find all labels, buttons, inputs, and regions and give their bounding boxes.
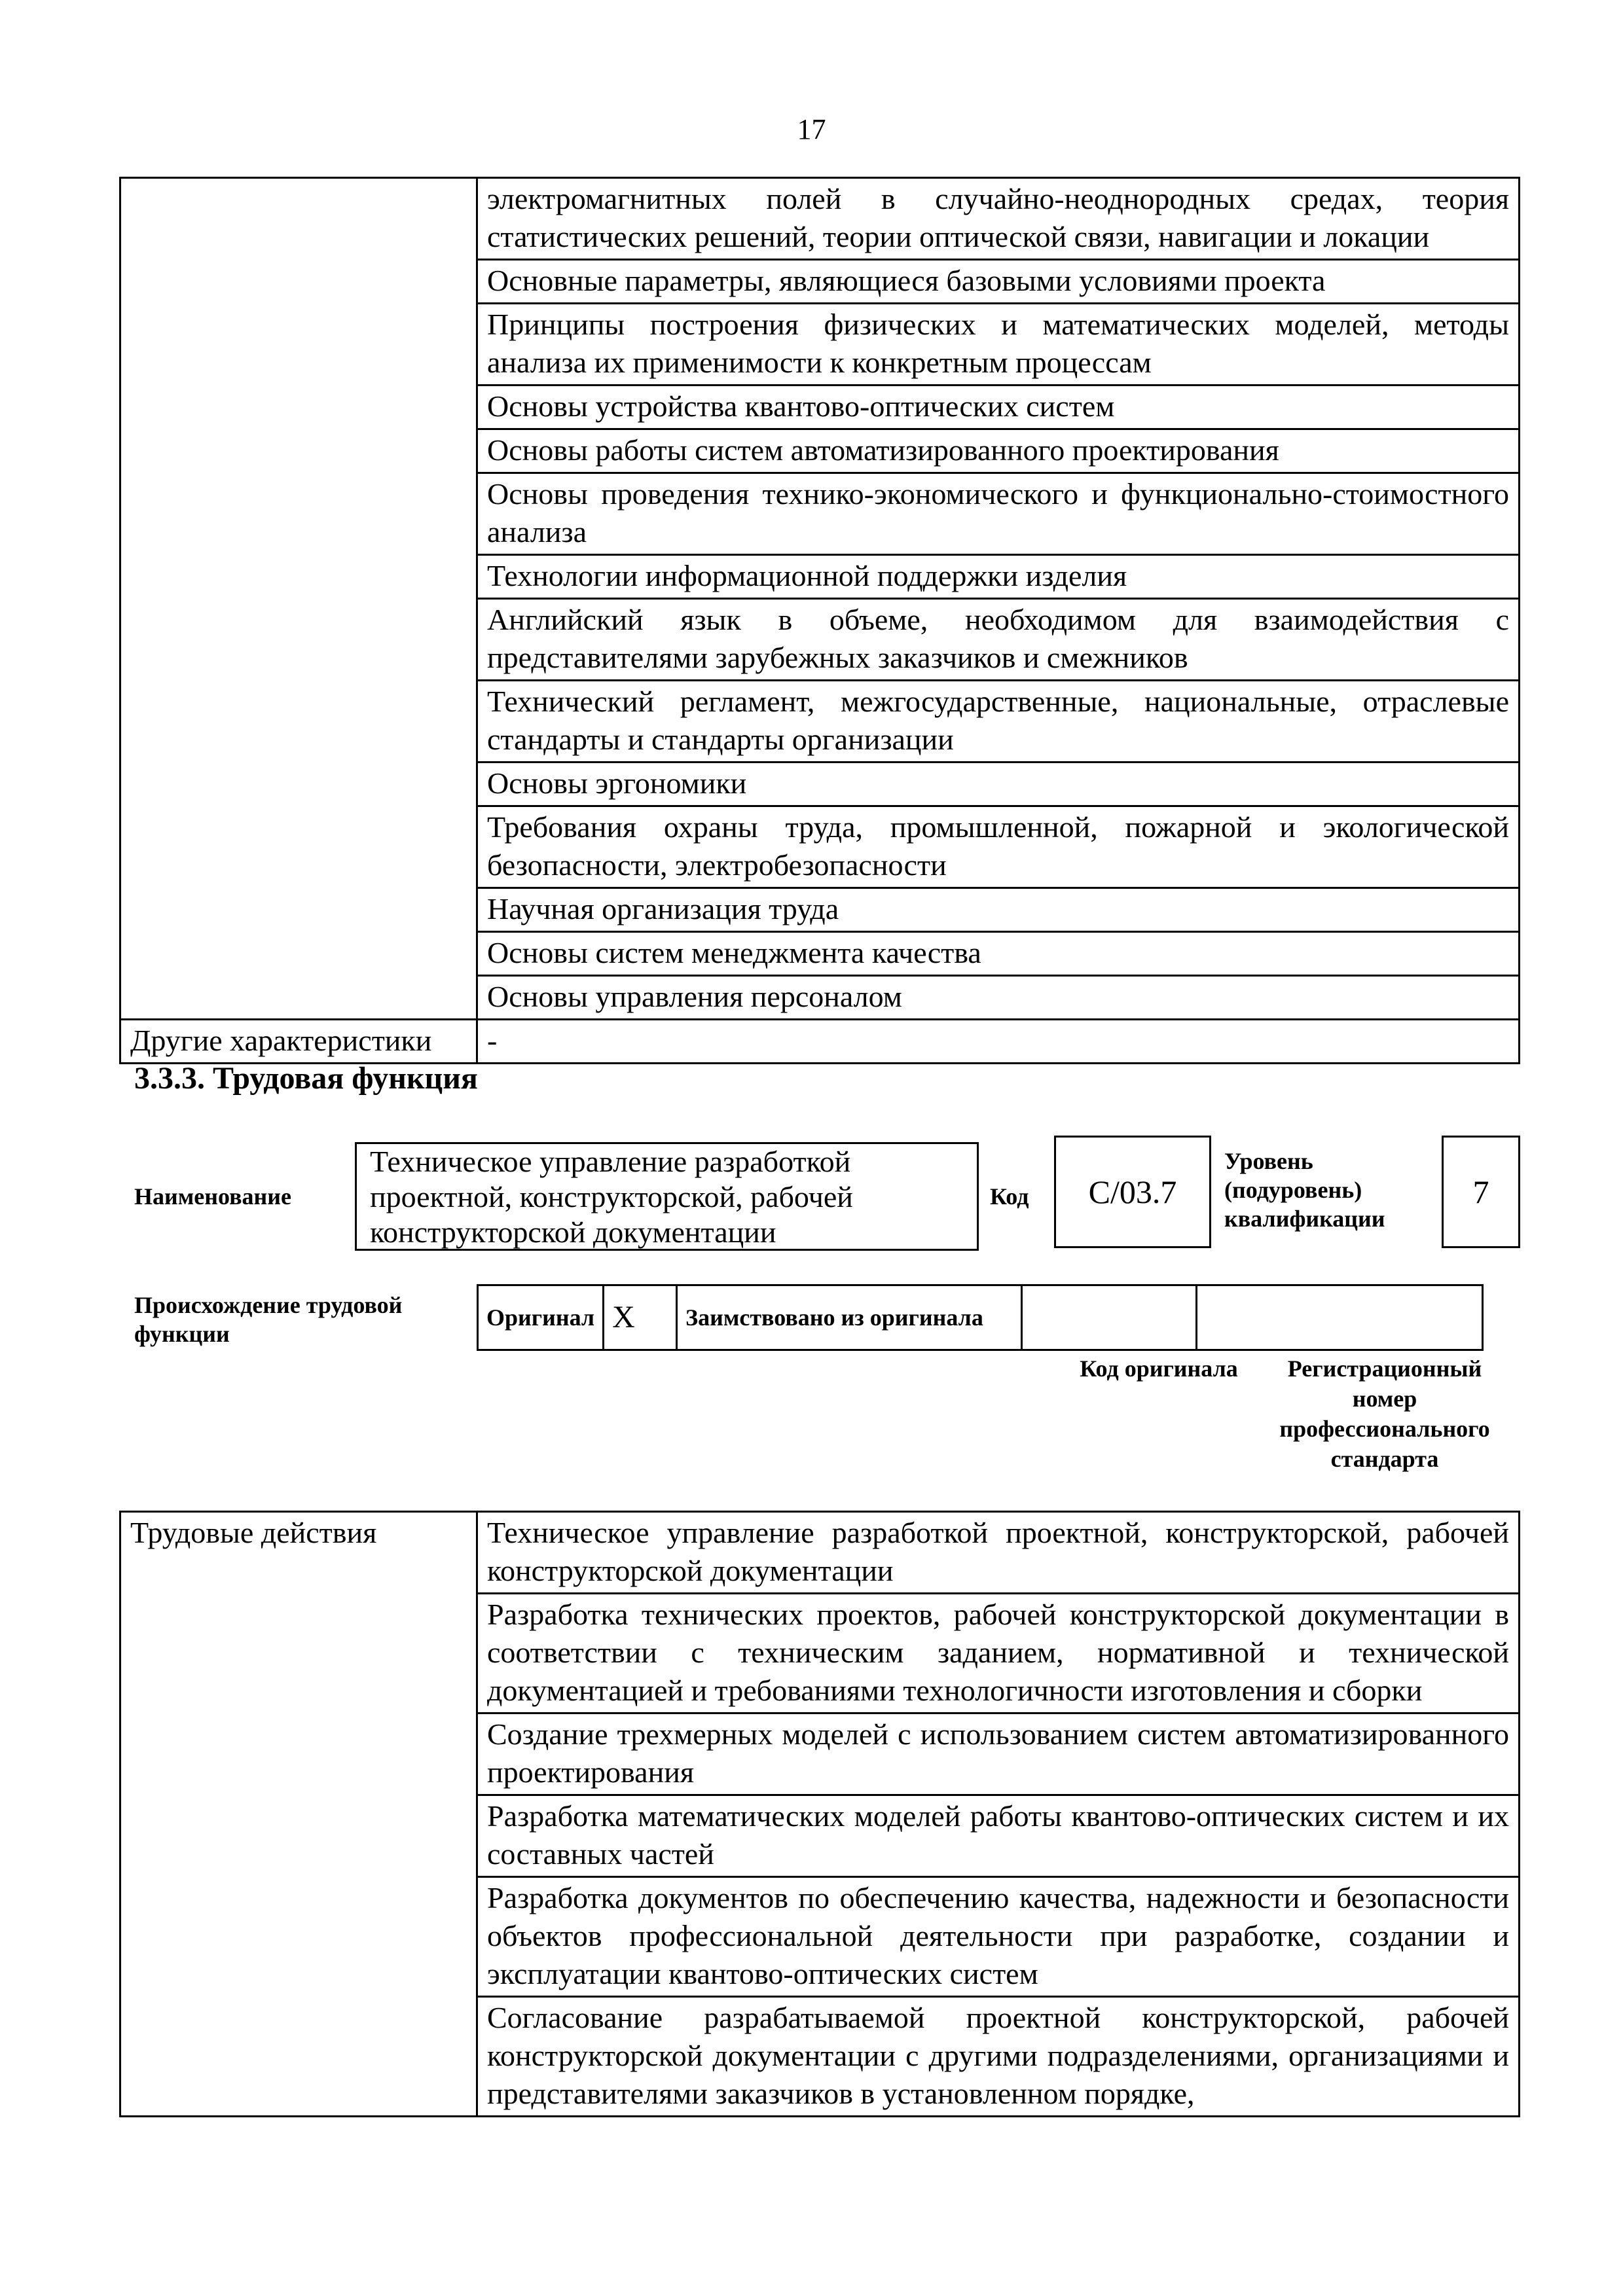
table-cell: Английский язык в объеме, необходимом для взаимодействия с представителями зарубежных заказчиков и смежников (477, 599, 1520, 681)
table-cell: Требования охраны труда, промышленной, пожарной и экологической безопасности, электробезопасности (477, 806, 1520, 888)
table-cell: Основы эргономики (477, 762, 1520, 806)
reg-number-label: Регистрационный номер профессионального стандарта (1279, 1355, 1490, 1472)
level-label: Уровень (подуровень) квалификации (1224, 1148, 1385, 1232)
borrowed-label: Заимствовано из оригинала (677, 1285, 1022, 1350)
original-mark: X (604, 1285, 677, 1350)
table-cell: Основы управления персоналом (477, 976, 1520, 1020)
knowledge-table (119, 177, 1520, 1064)
name-label: Наименование (134, 1183, 291, 1210)
name-box: Техническое управление разработкой проектной, конструкторской, рабочей конструкторской документации (355, 1142, 979, 1251)
table-cell: Технический регламент, межгосударственные, национальные, отраслевые стандарты и стандарты организации (477, 681, 1520, 762)
table-cell: Разработка технических проектов, рабочей конструкторской документации в соответствии с техническим заданием, нормативной и технической документацией и требованиями технологичности изготовления и сборки (477, 1594, 1520, 1713)
page-number: 17 (797, 113, 826, 145)
other-characteristics-value: - (477, 1020, 1520, 1064)
table-cell: Создание трехмерных моделей с использованием систем автоматизированного проектирования (477, 1713, 1520, 1795)
code-box: С/03.7 (1054, 1136, 1211, 1248)
table-cell: электромагнитных полей в случайно-неоднородных средах, теория статистических решений, теории оптической связи, навигации и локации (477, 178, 1520, 260)
table-cell: Разработка математических моделей работы квантово-оптических систем и их составных частей (477, 1795, 1520, 1877)
empty-label-cell (120, 178, 477, 1020)
code-original-cell (1022, 1285, 1197, 1350)
code-label: Код (990, 1183, 1029, 1210)
table-cell: Основные параметры, являющиеся базовыми условиями проекта (477, 260, 1520, 304)
origin-label: Происхождение трудовой функции (134, 1292, 403, 1347)
table-cell: Основы устройства квантово-оптических систем (477, 386, 1520, 429)
table-cell: Принципы построения физических и математических моделей, методы анализа их применимости к конкретным процессам (477, 304, 1520, 386)
table-cell: Согласование разрабатываемой проектной конструкторской, рабочей конструкторской документации с другими подразделениями, организациями и представителями заказчиков в установленном порядке, (477, 1997, 1520, 2117)
table-row (120, 1020, 1520, 1064)
table-row (120, 1512, 1520, 1594)
section-heading: 3.3.3. Трудовая функция (134, 1061, 478, 1096)
table-cell: Основы систем менеджмента качества (477, 932, 1520, 976)
table-row (120, 178, 1520, 260)
table-row (478, 1285, 1483, 1350)
code-original-label: Код оригинала (1080, 1355, 1238, 1382)
table-cell: Основы работы систем автоматизированного проектирования (477, 429, 1520, 473)
reg-number-cell (1197, 1285, 1483, 1350)
table-cell: Разработка документов по обеспечению качества, надежности и безопасности объектов профессиональной деятельности при разработке, создании и эксплуатации квантово-оптических систем (477, 1877, 1520, 1997)
labor-actions-table (119, 1511, 1520, 2117)
original-label: Оригинал (478, 1285, 604, 1350)
level-box: 7 (1442, 1136, 1520, 1248)
origin-table (477, 1284, 1484, 1351)
table-cell: Научная организация труда (477, 888, 1520, 932)
labor-actions-label: Трудовые действия (120, 1512, 477, 2117)
other-characteristics-label: Другие характеристики (120, 1020, 477, 1064)
table-cell: Технологии информационной поддержки изделия (477, 555, 1520, 599)
table-cell: Основы проведения технико-экономического и функционально-стоимостного анализа (477, 473, 1520, 555)
table-cell: Техническое управление разработкой проектной, конструкторской, рабочей конструкторской документации (477, 1512, 1520, 1594)
